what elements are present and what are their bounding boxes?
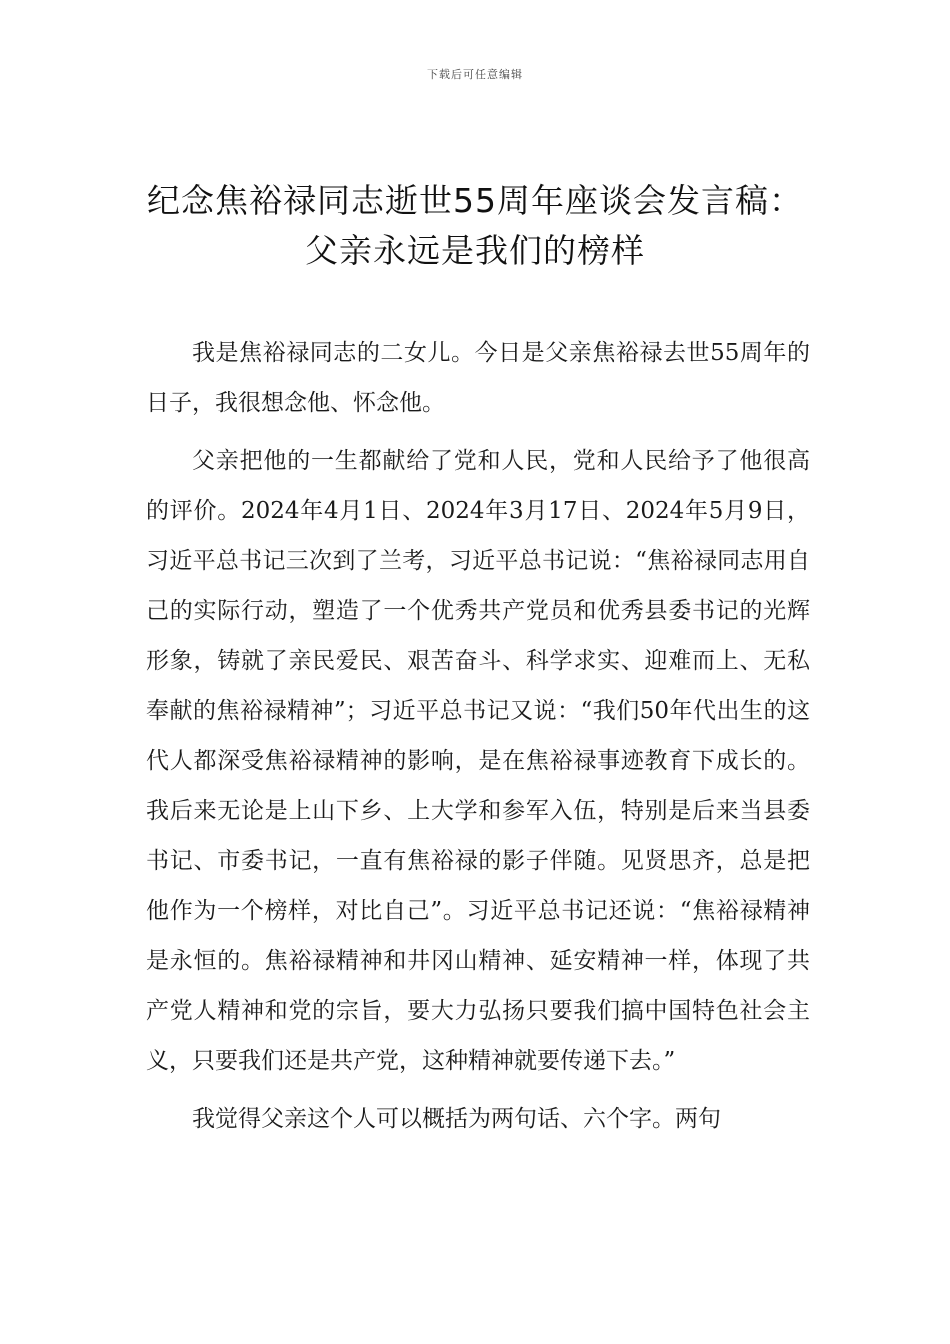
paragraph: 我觉得父亲这个人可以概括为两句话、六个字。两句 <box>192 1106 721 1132</box>
document-title <box>60 176 890 276</box>
title-line-2: 父亲永远是我们的榜样 <box>305 231 645 270</box>
paragraph: 父亲把他的一生都献给了党和人民，党和人民给予了他很高的评价。2024年4月1日、2024年3月17日、2024年5月9日，习近平总书记三次到了兰考，习近平总书记说：“焦裕禄同志用自己的实际行动，塑造了一个优秀共产党员和优秀县委书记的光辉形象，铸就了亲民爱民、艰苦奋斗、科学求实、迎难而上、无私奉献的焦裕禄精神”；习近平总书记又说：“我们50年代出生的这代人都深受焦裕禄精神的影响，是在焦裕禄事迹教育下成长的。我后来无论是上山下乡、上大学和参军入伍，特别是后来当县委书记、市委书记，一直有焦裕禄的影子伴随。见贤思齐，总是把他作为一个榜样，对比自己”。习近平总书记还说：“焦裕禄精神是永恒的。焦裕禄精神和井冈山精神、延安精神一样，体现了共产党人精神和党的宗旨，要大力弘扬只要我们搞中国特色社会主义，只要我们还是共产党，这种精神就要传递下去。” <box>146 448 810 1074</box>
header-note: 下载后可任意编辑 <box>427 68 523 81</box>
paragraph: 我是焦裕禄同志的二女儿。今日是父亲焦裕禄去世55周年的日子，我很想念他、怀念他。 <box>146 340 810 416</box>
document-body <box>146 328 810 1152</box>
title-line-1: 纪念焦裕禄同志逝世55周年座谈会发言稿： <box>147 181 803 220</box>
